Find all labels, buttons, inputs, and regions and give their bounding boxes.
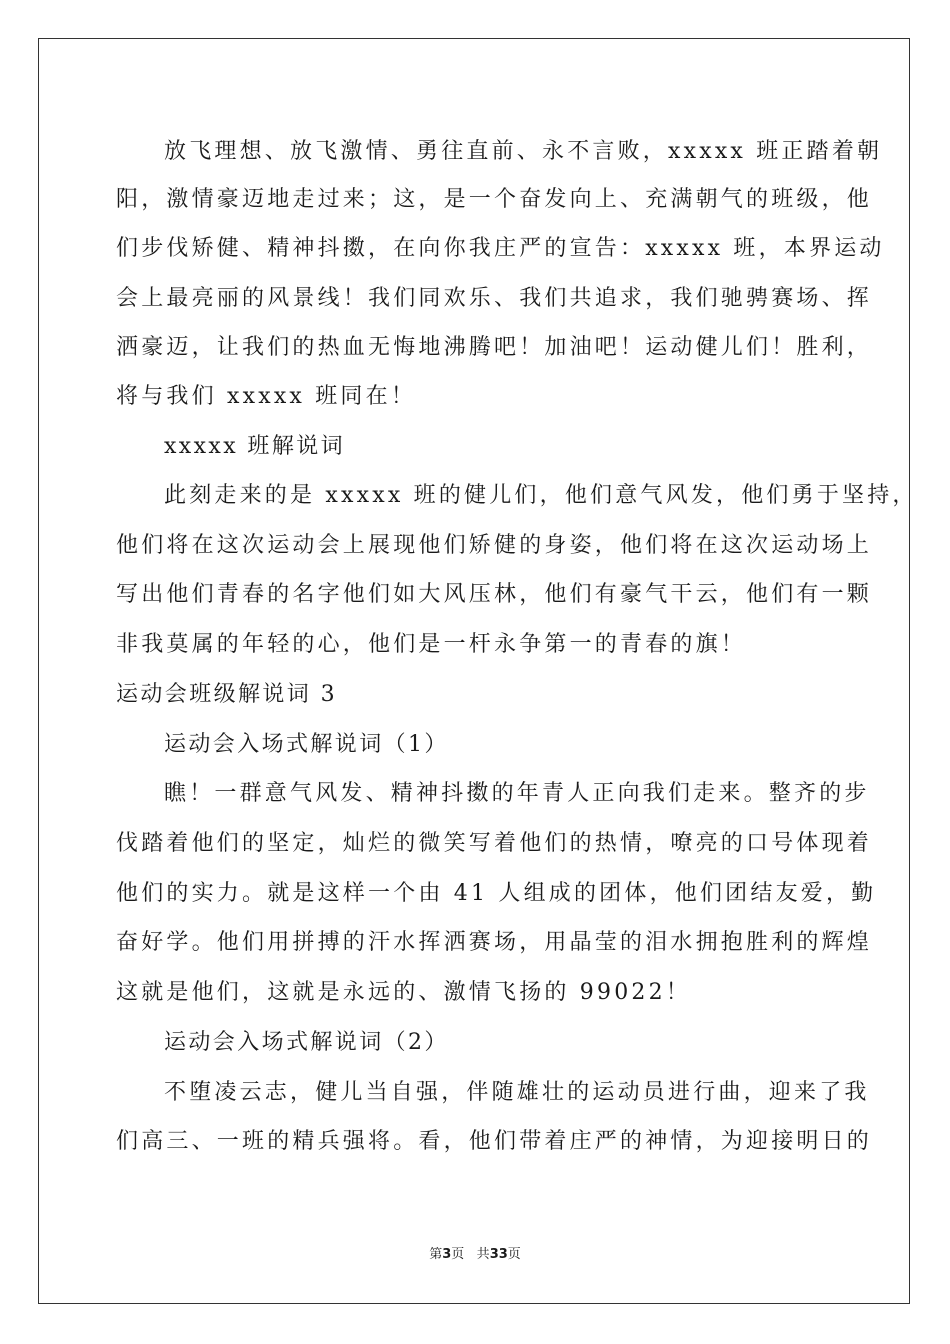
paragraph-1-line-4: 会上最亮丽的风景线！我们同欢乐、我们共追求，我们驰骋赛场、挥 — [116, 286, 873, 311]
paragraph-3-line-5: 这就是他们，这就是永远的、激情飞扬的 99022！ — [116, 980, 691, 1005]
paragraph-3-line-3: 他们的实力。就是这样一个由 41 人组成的团体，他们团结友爱，勤 — [116, 881, 877, 906]
paragraph-1-line-3: 们步伐矫健、精神抖擞，在向你我庄严的宣告：xxxxx 班，本界运动 — [116, 236, 885, 261]
paragraph-3-line-2: 伐踏着他们的坚定，灿烂的微笑写着他们的热情，嘹亮的口号体现着 — [116, 831, 873, 856]
page-border — [38, 38, 910, 1304]
footer-page-suffix: 页 — [451, 1247, 465, 1262]
paragraph-1-line-5: 洒豪迈，让我们的热血无悔地沸腾吧！加油吧！运动健儿们！胜利， — [116, 335, 873, 360]
paragraph-3-line-4: 奋好学。他们用拼搏的汗水挥洒赛场，用晶莹的泪水拥抱胜利的辉煌 — [116, 930, 873, 955]
paragraph-2-line-3: 写出他们青春的名字他们如大风压林，他们有豪气干云，他们有一颗 — [116, 582, 873, 607]
footer-page-current: 3 — [442, 1247, 452, 1262]
paragraph-1-line-6: 将与我们 xxxxx 班同在！ — [116, 384, 417, 409]
paragraph-4-line-1: 不堕凌云志，健儿当自强，伴随雄壮的运动员进行曲，迎来了我 — [164, 1080, 870, 1105]
footer-total-suffix: 页 — [507, 1247, 521, 1262]
subheading-class-commentary: xxxxx 班解说词 — [164, 434, 346, 459]
footer-page-total: 33 — [489, 1247, 508, 1262]
paragraph-1-line-2: 阳，激情豪迈地走过来；这，是一个奋发向上、充满朝气的班级，他 — [116, 187, 873, 212]
paragraph-1-line-1: 放飞理想、放飞激情、勇往直前、永不言败，xxxxx 班正踏着朝 — [164, 139, 883, 164]
paragraph-3-line-1: 瞧！一群意气风发、精神抖擞的年青人正向我们走来。整齐的步 — [164, 781, 870, 806]
paragraph-2-line-4: 非我莫属的年轻的心，他们是一杆永争第一的青春的旗！ — [116, 632, 747, 657]
subheading-entrance-1: 运动会入场式解说词（1） — [164, 732, 449, 757]
footer-total-prefix: 共 — [476, 1247, 490, 1262]
paragraph-4-line-2: 们高三、一班的精兵强将。看，他们带着庄严的神情，为迎接明日的 — [116, 1129, 873, 1154]
section-heading: 运动会班级解说词 3 — [116, 682, 337, 707]
paragraph-2-line-1: 此刻走来的是 xxxxx 班的健儿们，他们意气风发，他们勇于坚持， — [164, 483, 918, 508]
subheading-entrance-2: 运动会入场式解说词（2） — [164, 1030, 449, 1055]
footer-page-prefix: 第 — [429, 1247, 443, 1262]
paragraph-2-line-2: 他们将在这次运动会上展现他们矫健的身姿，他们将在这次运动场上 — [116, 533, 873, 558]
page-footer — [0, 1246, 950, 1264]
